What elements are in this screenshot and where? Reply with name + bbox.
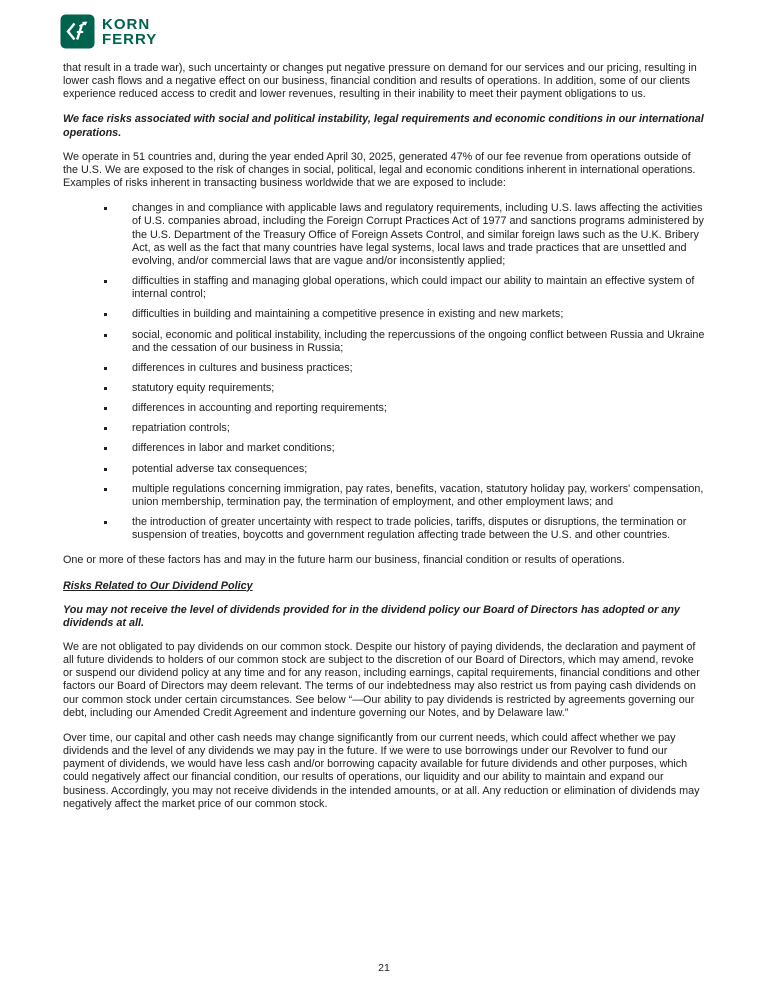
list-item: differences in labor and market conditions;	[132, 442, 705, 455]
heading-dividend-policy-section: Risks Related to Our Dividend Policy	[63, 579, 253, 592]
heading-international-operations: We face risks associated with social and political instability, legal requirements and economic conditions in our international operations.	[63, 113, 704, 139]
risk-bullet-list	[63, 202, 705, 542]
list-item: the introduction of greater uncertainty with respect to trade policies, tariffs, disputes or disruptions, the termination or suspension of treaties, boycotts and government regulation affecting trade between the U.S. and other countries.	[132, 516, 705, 542]
page-content	[63, 62, 705, 823]
korn-ferry-logo-text	[102, 17, 157, 47]
paragraph-one-or-more-factors: One or more of these factors has and may in the future harm our business, financial condition or results of operations.	[63, 554, 625, 567]
list-item: difficulties in building and maintaining a competitive presence in existing and new markets;	[132, 308, 705, 321]
paragraph-over-time-cash-needs: Over time, our capital and other cash needs may change significantly from our current needs, which could affect whether we pay dividends and the level of any dividends we may pay in the future. If we were to use borrowings under our Revolver to fund our payment of dividends, we would have less cash and/or borrowing capacity available for future dividends and other purposes, which could negatively affect our financial condition, our results of operations, our liquidity and our ability to maintain and expand our business. Accordingly, you may not receive dividends in the intended amounts, or at all. Any reduction or elimination of dividends may negatively affect the market price of our common stock.	[63, 731, 700, 810]
list-item: social, economic and political instability, including the repercussions of the ongoing conflict between Russia and Ukraine and the cessation of our business in Russia;	[132, 328, 705, 354]
list-item: multiple regulations concerning immigration, pay rates, benefits, vacation, statutory holiday pay, workers' compensation, union membership, termination pay, the termination of employment, and other employment laws; and	[132, 482, 704, 508]
list-item: differences in cultures and business practices;	[132, 362, 705, 375]
page-number: 21	[378, 962, 390, 974]
paragraph-not-obligated-dividends: We are not obligated to pay dividends on our common stock. Despite our history of paying dividends, the declaration and payment of all future dividends to holders of our common stock are subject to the discretion of our Board of Directors, which may amend, revoke or suspend our dividend policy at any time and for any reason, including earnings, capital requirements, financial conditions and other factors our Board of Directors may deem relevant. The terms of our indebtedness may also restrict us from paying cash dividends on our common stock under certain circumstances. See below “—Our ability to pay dividends is restricted by agreements governing our debt, including our Amended Credit Agreement and indenture governing our Notes, and by Delaware law.”	[63, 641, 700, 719]
list-item: repatriation controls;	[132, 422, 705, 435]
list-item: changes in and compliance with applicable laws and regulatory requirements, including U.S. laws affecting the activities of U.S. companies abroad, including the Foreign Corrupt Practices Act of 1977 and sanctions programs administered by the U.S. Department of the Treasury Office of Foreign Assets Control, and similar foreign laws such as the U.K. Bribery Act, as well as the fact that many countries have legal systems, local laws and trade practices that are unsettled and evolving, and/or commercial laws that are vague and/or inconsistently applied;	[132, 202, 704, 267]
paragraph-operate-51-countries: We operate in 51 countries and, during the year ended April 30, 2025, generated 47% of our fee revenue from operations outside of the U.S. We are exposed to the risk of changes in social, political, legal and economic conditions inherent in international operations. Examples of risks inherent in transacting business worldwide that we are exposed to include:	[63, 150, 696, 190]
korn-ferry-logo	[60, 14, 157, 49]
list-item: differences in accounting and reporting requirements;	[132, 402, 705, 415]
heading-dividend-risk: You may not receive the level of dividends provided for in the dividend policy our Board of Directors has adopted or any dividends at all.	[63, 603, 680, 629]
list-item: statutory equity requirements;	[132, 382, 705, 395]
logo-word-korn: KORN	[102, 15, 151, 33]
paragraph-trade-war: that result in a trade war), such uncertainty or changes put negative pressure on demand for our services and our pricing, resulting in lower cash flows and a negative effect on our business, financial condition and results of operations. In addition, some of our clients experience reduced access to credit and lower revenues, resulting in their inability to meet their payment obligations to us.	[63, 62, 697, 101]
list-item: difficulties in staffing and managing global operations, which could impact our ability to maintain an effective system of internal control;	[132, 275, 705, 301]
page-footer	[0, 962, 768, 974]
logo-word-ferry: FERRY	[102, 30, 158, 48]
list-item: potential adverse tax consequences;	[132, 463, 705, 476]
korn-ferry-logo-icon	[60, 14, 95, 49]
